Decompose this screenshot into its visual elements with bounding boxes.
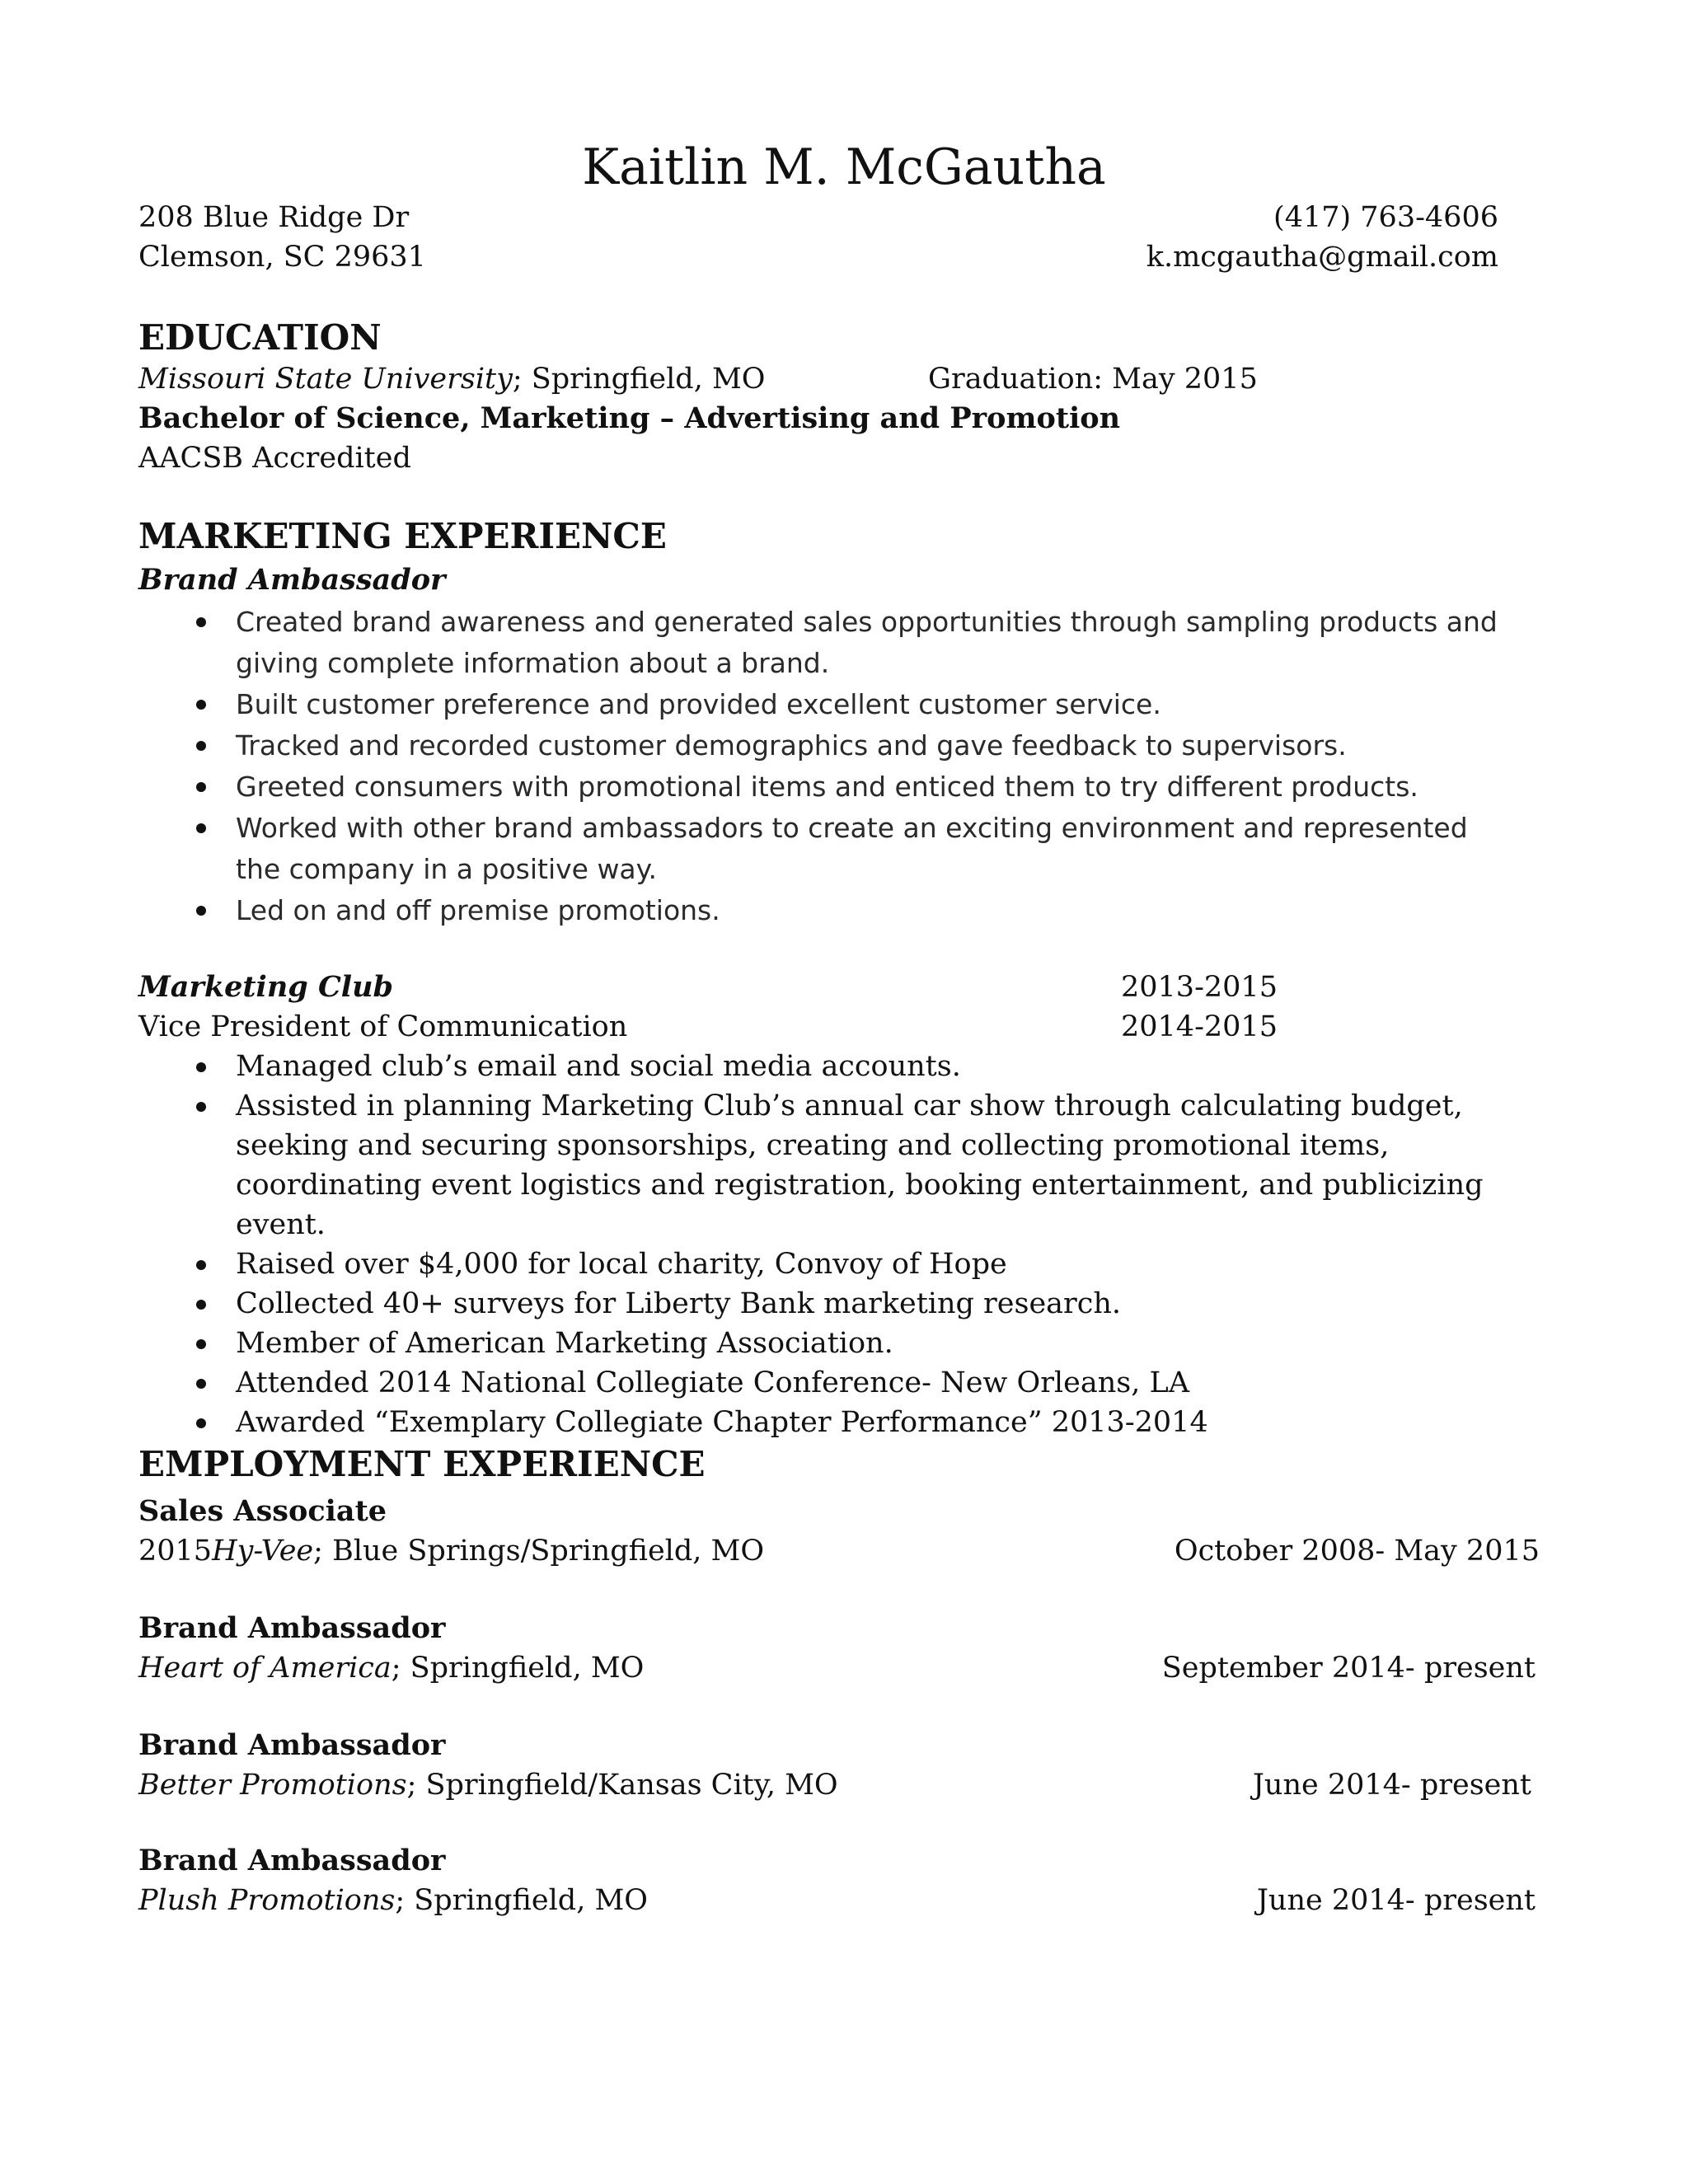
degree: Bachelor of Science, Marketing – Advertising and Promotion — [138, 401, 1121, 435]
graduation-date: Graduation: May 2015 — [928, 363, 1258, 396]
accreditation: AACSB Accredited — [138, 442, 411, 475]
bullet-icon — [196, 906, 206, 916]
list-item — [138, 725, 1507, 766]
job-title: Brand Ambassador — [138, 1844, 446, 1877]
bullet-text: Greeted consumers with promotional items and enticed them to try different products. — [236, 771, 1418, 803]
list-item — [138, 1284, 1540, 1324]
job-company-line — [138, 1531, 764, 1571]
job-company-line — [138, 1881, 648, 1920]
job-company: Better Promotions — [138, 1769, 407, 1802]
phone-number: (417) 763-4606 — [1273, 201, 1498, 234]
bullet-text: Attended 2014 National Collegiate Conference- New Orleans, LA — [236, 1366, 1189, 1399]
bullet-icon — [196, 617, 206, 627]
list-item — [138, 1403, 1540, 1442]
bullet-text: Collected 40+ surveys for Liberty Bank marketing research. — [236, 1287, 1122, 1320]
list-item — [138, 890, 1507, 931]
list-item — [138, 766, 1507, 808]
bullet-text: Created brand awareness and generated sales opportunities through sampling products and giving complete information about a brand. — [236, 606, 1498, 679]
marketing-club-bullets — [138, 1047, 1540, 1442]
bullet-icon — [196, 1062, 206, 1072]
bullet-icon — [196, 1379, 206, 1389]
job-location: ; Blue Springs/Springfield, MO — [313, 1535, 765, 1568]
bullet-icon — [196, 1102, 206, 1112]
school-name: Missouri State University — [138, 363, 513, 396]
job-title: Sales Associate — [138, 1494, 387, 1528]
bullet-text: Worked with other brand ambassadors to create an exciting environment and represented the company in a positive way. — [236, 812, 1468, 885]
education-school-line — [138, 359, 765, 399]
bullet-text: Led on and off premise promotions. — [236, 894, 720, 926]
club-role-dates: 2014-2015 — [1121, 1010, 1278, 1043]
list-item — [138, 1086, 1540, 1244]
bullet-text: Managed club’s email and social media accounts. — [236, 1050, 961, 1083]
job-title: Brand Ambassador — [138, 1728, 446, 1762]
bullet-icon — [196, 700, 206, 710]
job-location: ; Springfield, MO — [391, 1652, 645, 1685]
education-heading: EDUCATION — [138, 317, 382, 358]
bullet-text: Awarded “Exemplary Collegiate Chapter Performance” 2013-2014 — [236, 1406, 1208, 1439]
bullet-text: Built customer preference and provided excellent customer service. — [236, 688, 1161, 720]
job-title: Brand Ambassador — [138, 1611, 446, 1645]
brand-ambassador-bullets — [138, 602, 1507, 931]
job-company: Plush Promotions — [138, 1884, 396, 1917]
job-dates: October 2008- May 2015 — [1174, 1535, 1540, 1568]
employment-heading: EMPLOYMENT EXPERIENCE — [138, 1444, 706, 1484]
list-item — [138, 602, 1507, 684]
bullet-icon — [196, 1260, 206, 1270]
job-company: Hy-Vee — [212, 1535, 314, 1568]
club-role: Vice President of Communication — [138, 1010, 628, 1043]
list-item — [138, 1363, 1540, 1403]
job-dates: September 2014- present — [1161, 1652, 1536, 1685]
school-location: ; Springfield, MO — [512, 363, 766, 396]
bullet-text: Member of American Marketing Association. — [236, 1327, 893, 1360]
job-company-line — [138, 1648, 644, 1688]
bullet-text: Raised over $4,000 for local charity, Convoy of Hope — [236, 1248, 1007, 1281]
marketing-heading: MARKETING EXPERIENCE — [138, 516, 667, 556]
marketing-club-title: Marketing Club — [138, 970, 394, 1004]
bullet-icon — [196, 1300, 206, 1310]
bullet-text: Assisted in planning Marketing Club’s annual car show through calculating budget, seeking and securing sponsorships, creating and collecting promotional items, coordinating event logistics and registration, booking entertainment, and publicizing event. — [236, 1090, 1484, 1241]
candidate-name: Kaitlin M. McGautha — [582, 138, 1106, 196]
job-location: ; Springfield/Kansas City, MO — [406, 1769, 838, 1802]
job-location: ; Springfield, MO — [395, 1884, 648, 1917]
bullet-icon — [196, 782, 206, 792]
job-dates: June 2014- present — [1252, 1769, 1531, 1802]
job-dates: June 2014- present — [1256, 1884, 1536, 1917]
list-item — [138, 1324, 1540, 1363]
list-item — [138, 1244, 1540, 1284]
bullet-icon — [196, 1339, 206, 1349]
bullet-text: Tracked and recorded customer demographics and gave feedback to supervisors. — [236, 729, 1347, 762]
list-item — [138, 684, 1507, 725]
address-line-2: Clemson, SC 29631 — [138, 241, 426, 274]
job-company: Heart of America — [138, 1652, 392, 1685]
job-company-line — [138, 1765, 838, 1805]
bullet-icon — [196, 1418, 206, 1428]
marketing-club-dates: 2013-2015 — [1121, 971, 1278, 1004]
list-item — [138, 808, 1507, 890]
bullet-icon — [196, 741, 206, 751]
email-address: k.mcgautha@gmail.com — [1146, 241, 1498, 274]
job-prefix: 2015 — [138, 1535, 213, 1568]
list-item — [138, 1047, 1540, 1086]
brand-ambassador-title: Brand Ambassador — [138, 563, 446, 597]
bullet-icon — [196, 823, 206, 833]
address-line-1: 208 Blue Ridge Dr — [138, 201, 410, 234]
